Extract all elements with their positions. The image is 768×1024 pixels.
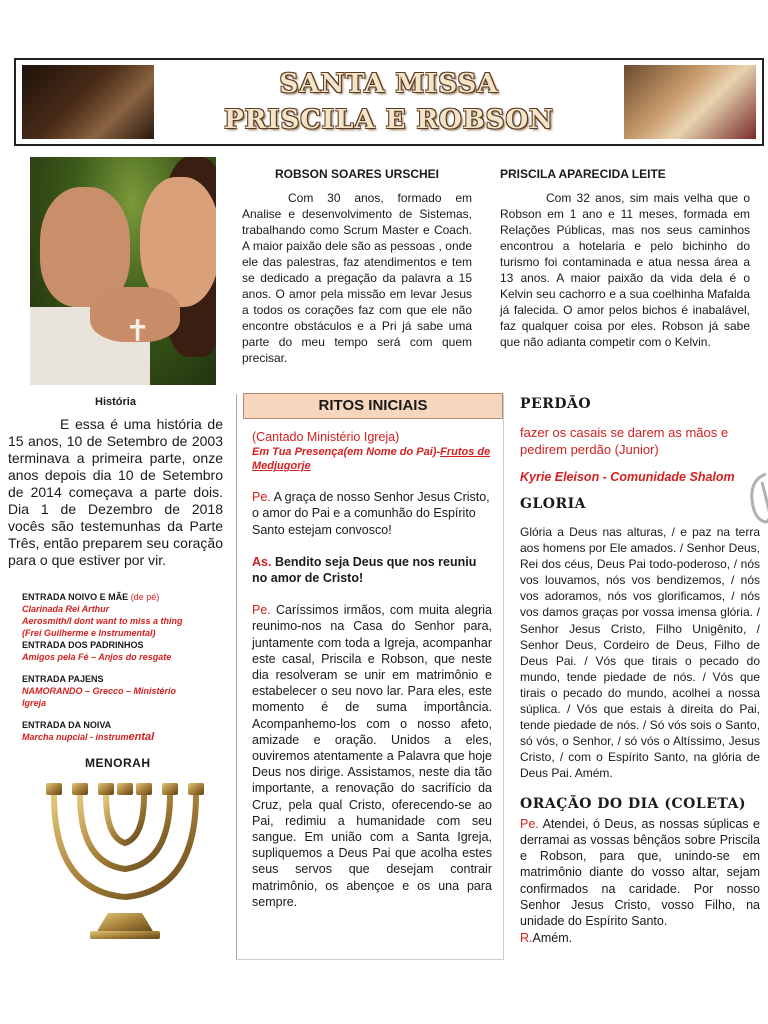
ritos-section [252,429,492,926]
entrada-padrinhos-label: ENTRADA DOS PADRINHOS [22,640,144,650]
title-line-2: PRISCILA E ROBSON [224,105,554,135]
gloria-text: Glória a Deus nas alturas, / e paz na terra aos homens por Ele amados. / Senhor Deus, Rei dos céus, Deus Pai todo-poderoso, / nós vos louvamos, nós vos bendizemos, / nós vos adoramos, nós vos glorificamos, / nós vos damos graças por vossa imensa glória. / Senhor Jesus Cristo, Filho Unigênito, / Senhor Deus, Cordeiro de Deus, Filho de Deus Pai. / Vós que tirais o pecado do mundo, tende piedade de nós. / Vós que tirais o pecado do mundo, acolhei a nossa súplica. / Vós que estais à direita do Pai, tende piedade de nós. / Só vós sois o Santo, só vós, o Senhor, / só vós o Altíssimo, Jesus Cristo, / com o Espírito Santo, na glória de Deus Pai. Amém. [520,525,760,781]
priscila-name: PRISCILA APARECIDA LEITE [500,167,666,181]
historia-text: E essa é uma história de 15 anos, 10 de Setembro de 2003 terminava a primeira parte, onze anos depois dia 10 de Setembro de 2014 começava a parte dois. Dia 1 de Dezembro de 2018 vocês são testemunhas da Parte Três, então preparem seu coração para o que estiver por vir. [8,416,223,568]
title-banner [14,58,764,146]
noivo-song-1: Clarinada Rei Arthur [22,604,110,614]
entrada-noivo-label: ENTRADA NOIVO E MÃE (de pé) [22,592,160,602]
menorah-icon [20,775,230,945]
oracao-title: ORAÇÃO DO DIA (COLETA) [520,795,747,812]
title-line-1: SANTA MISSA [279,69,499,99]
robson-name: ROBSON SOARES URSCHEI [274,167,440,181]
rosary-photo [22,65,154,139]
noivo-song-3: (Frei Guilherme e Instrumental) [22,628,156,638]
couple-photo-small [624,65,756,139]
page-title [166,66,612,138]
entrada-pajens-label: ENTRADA PAJENS [22,674,104,684]
ritos-pe-2: Pe. Caríssimos irmãos, com muita alegria reunimo-nos na Casa do Senhor para, juntamente com toda a Igreja, acompanhar este casal, Priscila e Robson, que neste dia resolveram se unir em matrimônio e estabelecer o seu novo lar. Para eles, este momento é de suma importância. Acompanhemo-los com o nosso afeto, amizade e oração. Unidos a eles, ouviremos atentamente a Palavra que hoje Deus nos dirige. Assistamos, neste dia tão importante, a renovação do sacrifício da Cruz, pela qual Cristo, oferecendo-se ao Pai, redimiu a humanidade com seu sangue. Em união com a Santa Igreja, supliquemos a Deus Pai que acolha estes seus servos que desejam contrair matrimônio, os abençoe e os una para sempre. [252,603,492,909]
padrinhos-song: Amigos pela Fé – Anjos do resgate [22,652,172,662]
right-column [520,396,760,946]
ritos-as-1: As. Bendito seja Deus que nos reuniu no amor de Cristo! [252,554,477,586]
pajens-song-2: Igreja [22,698,47,708]
noivo-song-2: Aerosmith/I dont want to miss a thing [22,616,183,626]
entrada-noiva-label: ENTRADA DA NOIVA [22,720,112,730]
ritos-header: RITOS INICIAIS [243,393,503,419]
ritos-pe-1: Pe. A graça de nosso Senhor Jesus Cristo, o amor do Pai e a comunhão do Espírito Santo estejam convosco! [252,490,490,537]
cross-icon: ✝ [125,315,151,348]
oracao-text: Pe. Atendei, ó Deus, as nossas súplicas e derramai as vossas bênçãos sobre Priscila e Robson, para que, unindo-se em matrimônio diante do vosso altar, sejam confirmados na caridade. Por nosso Senhor Jesus Cristo, vosso Filho, na unidade do Espírito Santo. R.Amém. [520,816,760,945]
pajens-song-1: NAMORANDO – Grecco – Ministério [22,686,177,696]
historia-section [8,396,223,569]
priscila-bio-text: Com 32 anos, sim mais velha que o Robson em 1 ano e 11 meses, formada em Relações Públicas, mas nos seus caminhos encontrou a hotelaria e pelo bichinho do turismo foi contaminada e atua nessa área a 13 anos. A maior paixão da vida dela é o Kelvin seu cachorro e a sua coelhinha Mafalda já falecida. O amor pelos bichos é inabalável, faz qualquer coisa por eles. Robson já sabe que não adianta competir com o Kelvin. [500,191,750,349]
ritos-cantado: (Cantado Ministério Igreja) [252,430,400,444]
historia-title: História [95,396,136,408]
menorah-title: MENORAH [85,756,151,770]
gloria-title: GLORIA [520,496,587,512]
perdao-song: Kyrie Eleison - Comunidade Shalom [520,470,735,484]
entrance-list [22,591,227,743]
priscila-bio [500,166,750,350]
paperclip-icon [746,470,768,540]
couple-photo [30,157,216,385]
entrada-noivo-note: (de pé) [130,592,160,602]
perdao-text: fazer os casais se darem as mãos e pedirem perdão (Junior) [520,425,729,457]
noiva-song: Marcha nupcial - instrumental [22,731,155,743]
perdao-title: PERDÃO [520,396,592,412]
ritos-song: Em Tua Presença(em Nome do Pai)-Frutos de Medjugorje [252,446,491,473]
robson-bio [242,166,472,366]
robson-bio-text: Com 30 anos, formado em Analise e desenvolvimento de Sistemas, trabalhando como Scrum Master e Coach. A maior paixão dele são as pessoas , onde ele das palestras, faz atendimentos e tem se dedicado a pregação da palavra a 15 anos. O amor pela missão em levar Jesus a todos os corações faz com que ele não encontre obstáculos e a Pri já sabe uma parte do meu tempo será com quem precisar. [242,191,472,365]
